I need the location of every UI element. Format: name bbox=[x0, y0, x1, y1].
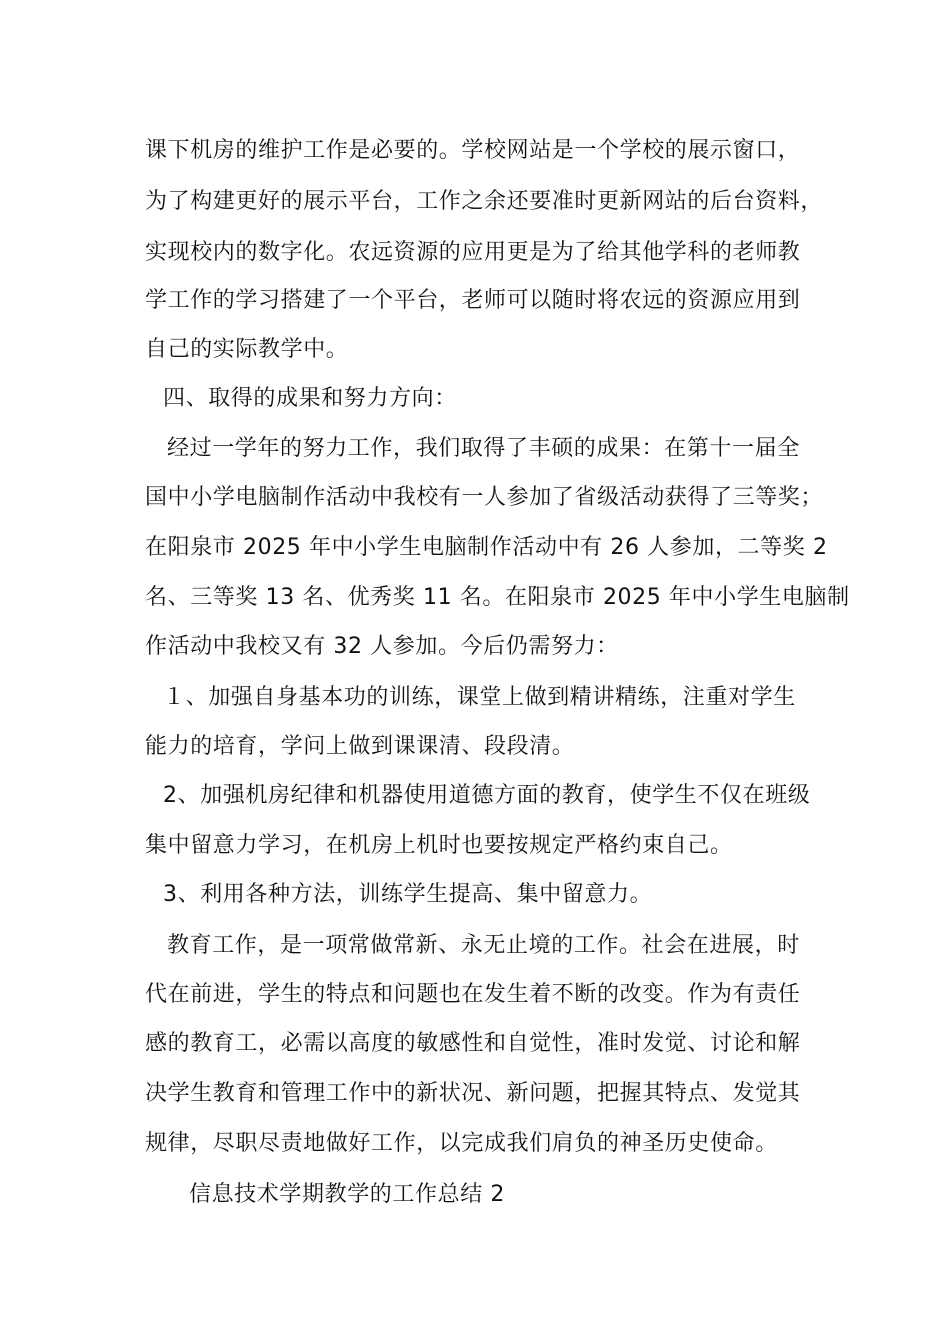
paragraph-line: 学工作的学习搭建了一个平台，老师可以随时将农远的资源应用到 bbox=[145, 288, 801, 313]
list-item-line: 能力的培育，学问上做到课课清、段段清。 bbox=[145, 734, 575, 759]
paragraph-line: 国中小学电脑制作活动中我校有一人参加了省级活动获得了三等奖； bbox=[145, 485, 824, 510]
paragraph-line: 在阳泉市 2025 年中小学生电脑制作活动中有 26 人参加，二等奖 2 bbox=[145, 535, 828, 560]
section-heading: 四、取得的成果和努力方向： bbox=[163, 386, 457, 411]
paragraph-line: 决学生教育和管理工作中的新状况、新问题，把握其特点、发觉其 bbox=[145, 1081, 801, 1106]
list-item-line: 2、加强机房纪律和机器使用道德方面的教育，使学生不仅在班级 bbox=[163, 783, 811, 808]
paragraph-line: 规律，尽职尽责地做好工作，以完成我们肩负的神圣历史使命。 bbox=[145, 1131, 778, 1156]
paragraph-line: 为了构建更好的展示平台，工作之余还要准时更新网站的后台资料， bbox=[145, 189, 824, 214]
paragraph-line: 感的教育工，必需以高度的敏感性和自觉性，准时发觉、讨论和解 bbox=[145, 1031, 801, 1056]
list-item-line: 集中留意力学习，在机房上机时也要按规定严格约束自己。 bbox=[145, 833, 733, 858]
paragraph-line: 名、三等奖 13 名、优秀奖 11 名。在阳泉市 2025 年中小学生电脑制 bbox=[145, 585, 850, 610]
paragraph-line: 教育工作，是一项常做常新、永无止境的工作。社会在进展，时 bbox=[167, 933, 800, 958]
paragraph-line: 作活动中我校又有 32 人参加。今后仍需努力： bbox=[145, 634, 619, 659]
paragraph-line: 经过一学年的努力工作，我们取得了丰硕的成果：在第十一届全 bbox=[167, 436, 800, 461]
paragraph-line: 课下机房的维护工作是必要的。学校网站是一个学校的展示窗口， bbox=[145, 138, 801, 163]
section-title: 信息技术学期教学的工作总结 2 bbox=[189, 1182, 505, 1207]
list-item-line: 3、利用各种方法，训练学生提高、集中留意力。 bbox=[163, 882, 653, 907]
list-item-line: １、加强自身基本功的训练，课堂上做到精讲精练，注重对学生 bbox=[163, 685, 796, 710]
paragraph-line: 自己的实际教学中。 bbox=[145, 337, 349, 362]
paragraph-line: 实现校内的数字化。农远资源的应用更是为了给其他学科的老师教 bbox=[145, 240, 801, 265]
paragraph-line: 代在前进，学生的特点和问题也在发生着不断的改变。作为有责任 bbox=[145, 982, 801, 1007]
